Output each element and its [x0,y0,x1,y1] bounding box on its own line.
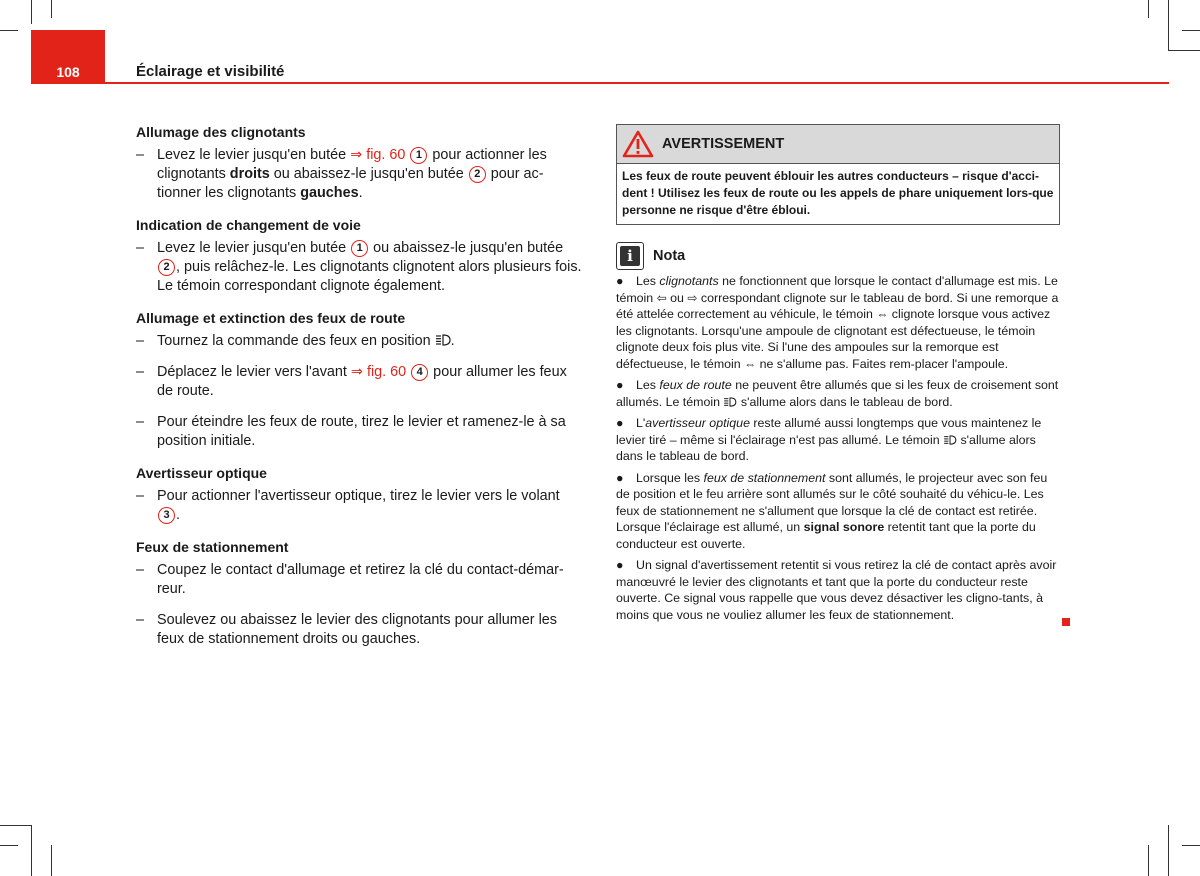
section-heading: Feux de stationnement [136,539,289,555]
warning-box [616,124,1060,225]
crop-mark [31,825,32,876]
section-heading: Allumage des clignotants [136,124,306,140]
text: Les [636,274,660,288]
text: Levez le levier jusqu'en butée [157,147,351,163]
section-changement-voie [136,217,582,296]
text: ne fonctionnent que lorsque le contact d'allumage est mis. Le témoin [616,274,1058,305]
crop-mark [1168,825,1169,876]
emphasis: feux de route [659,378,732,392]
crop-mark [1182,30,1200,31]
page-number: 108 [56,64,80,80]
text: ou [666,290,688,305]
callout-number: 1 [410,147,427,164]
text: ou abaissez-le jusqu'en butée [369,240,564,256]
end-of-section-marker [1062,618,1070,626]
list-item [136,146,582,203]
crop-mark [51,0,52,18]
text: ne peuvent être allumés que si les feux de croisement sont allumés. Le témoin [616,378,1059,409]
text: Soulevez ou abaissez le levier des clignotants pour allumer les feux de stationnement droits ou gauches. [157,612,557,647]
trailer-indicator-icon: ⇔ [876,307,889,321]
callout-number: 2 [469,166,486,183]
list-item [616,470,1060,553]
list-item [136,413,582,451]
high-beam-icon [723,397,737,407]
section-heading: Allumage et extinction des feux de route [136,310,406,326]
callout-number: 2 [158,259,175,276]
dash: – [136,414,145,430]
warning-title: AVERTISSEMENT [662,136,785,152]
list-item [136,561,582,599]
dash: – [136,147,145,163]
figure-reference-link[interactable]: ⇒ fig. 60 [350,364,407,380]
nota-list [616,273,1060,623]
high-beam-icon [435,334,451,346]
list-item [616,557,1060,623]
warning-text: Les feux de route peuvent éblouir les autres conducteurs – risque d'acci-dent ! Utilisez les feux de route ou les appels de phare uniquement lors-que personne ne risque d'être ébloui. [622,169,1054,217]
text: Levez le levier jusqu'en butée [157,240,351,256]
dash: – [136,240,145,256]
text: s'allume alors dans le tableau de bord. [616,432,1036,463]
list-item [136,239,582,296]
crop-mark [0,845,18,846]
text: sont allumés, le projecteur avec son feu de position et le feu arrière sont allumés sur le côté souhaité du véhicu-le. Les feux de stationnement ne s'allument que lorsque la clé de contact est retirée. Lorsque l'éclairage est allumé, un [616,470,1048,534]
section-avertisseur-optique [136,465,582,525]
text: pour actionner les clignotants [157,147,547,182]
turn-right-indicator-icon: ⇨ [687,290,698,305]
warning-triangle-icon [622,130,654,158]
figure-reference-link[interactable]: ⇒ fig. 60 [350,147,406,163]
crop-mark [0,30,18,31]
emphasis: signal sonore [803,520,885,534]
info-glyph: i [620,246,640,266]
left-column [136,124,582,663]
text: Coupez le contact d'allumage et retirez la clé du contact-démar-reur. [157,562,564,597]
bullet: ● [616,470,624,485]
list-item [616,415,1060,465]
crop-mark [31,0,32,24]
header-rule [31,82,1169,84]
dash: – [136,364,145,380]
dash: – [136,488,145,504]
text: Un signal d'avertissement retentit si vous retirez la clé de contact après avoir manœuvré le levier des clignotants et tant que la porte du conducteur reste ouverte. Ce signal vous rappelle que vous devez désactiver les cligno-tants, à moins que vous ne vouliez allumer les feux de stationnement. [616,558,1057,622]
text: correspondant clignote sur le tableau de bord. Si une remorque a été attelée correctement au véhicule, le témoin [616,290,1059,321]
callout-number: 1 [351,240,368,257]
text: ou abaissez-le jusqu'en butée [269,166,468,182]
bullet: ● [616,378,624,392]
text: s'allume alors dans le tableau de bord. [737,394,953,409]
crop-mark [1148,0,1149,18]
list-item [136,363,582,401]
high-beam-icon [943,435,957,445]
bullet: ● [616,558,624,572]
nota-title: Nota [653,248,686,264]
list-item [136,332,582,351]
crop-mark [1148,845,1149,876]
text: pour ac-tionner les clignotants [157,166,544,201]
page-title: Éclairage et visibilité [136,63,285,80]
text: Lorsque les [636,470,704,485]
crop-mark [1168,0,1169,50]
text: clignote lorsque vous activez les clignotants. Lorsqu'une ampoule de clignotant est défectueuse, le témoin clignote deux fois plus vite. Si l'une des ampoules sur la remorque est défectueuse, le témoin [616,307,1051,371]
text: . [358,185,363,201]
nota-header [616,242,1060,270]
list-item [136,611,582,649]
list-item [136,487,582,525]
text: ne s'allume pas. Faites rem-placer l'ampoule. [756,356,1009,371]
callout-number: 4 [411,364,428,381]
section-clignotants [136,124,582,203]
info-icon [616,242,644,270]
dash: – [136,333,145,349]
section-heading: Indication de changement de voie [136,217,361,233]
emphasis: droits [229,166,270,182]
text: Pour éteindre les feux de route, tirez le levier et ramenez-le à sa position initiale. [157,414,566,449]
bullet: ● [616,274,624,288]
right-column [616,124,1060,628]
callout-number: 3 [158,507,175,524]
text: Les [636,378,660,392]
text: Pour actionner l'avertisseur optique, tirez le levier vers le volant [157,488,560,504]
crop-mark [1182,845,1200,846]
text: L' [636,416,646,430]
emphasis: avertisseur optique [645,416,750,430]
crop-mark [0,825,32,826]
emphasis: gauches [300,185,359,201]
emphasis: clignotants [659,274,719,288]
text: pour allumer les feux de route. [157,364,567,399]
list-item [616,273,1060,372]
text: retentit tant que la porte du conducteur est ouverte. [616,520,1036,551]
trailer-indicator-icon: ⇔ [744,356,757,371]
text: . [450,333,455,349]
text: . [176,507,180,523]
text: Déplacez le levier vers l'avant [157,364,351,380]
list-item [616,377,1060,410]
dash: – [136,562,145,578]
text: reste allumé aussi longtemps que vous maintenez le levier tiré – même si l'éclairage n'est pas allumé. Le témoin [616,416,1042,447]
turn-left-indicator-icon: ⇦ [656,290,667,305]
dash: – [136,612,145,628]
warning-header [617,125,1059,164]
section-heading: Avertisseur optique [136,465,267,481]
section-feux-de-route [136,310,582,451]
emphasis: feux de stationnement [703,470,826,485]
bullet: ● [616,416,624,430]
section-feux-stationnement [136,539,582,649]
crop-mark [51,845,52,876]
crop-mark [1168,50,1200,51]
text: , puis relâchez-le. Les clignotants clignotent alors plusieurs fois. Le témoin correspondant clignote également. [157,259,582,294]
text: Tournez la commande des feux en position [157,333,435,349]
